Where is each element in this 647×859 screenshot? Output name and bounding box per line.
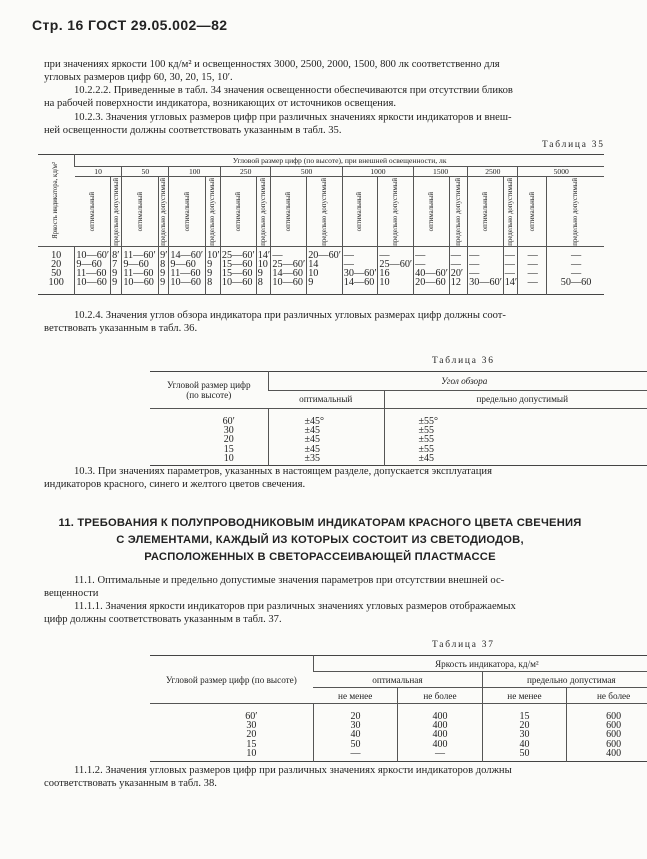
lux-250: 250 xyxy=(220,167,271,177)
paragraph-7-line-1: 11.1.1. Значения яркости индикаторов при различных значениях угловых размеров отображаемых xyxy=(74,601,516,612)
paragraph-4-line-2: ветствовать указанным в табл. 36. xyxy=(44,323,198,334)
lux-1500: 1500 xyxy=(414,167,468,177)
table-36-col1-header: Угловой размер цифр (по высоте) xyxy=(150,372,268,409)
subheader-optimal: оптимальный xyxy=(285,191,293,232)
cell-100-opt: 14—60′ 9—60 11—60 10—60 xyxy=(170,250,204,288)
table-36-group-header: Угол обзора xyxy=(268,372,647,391)
paragraph-5-line-1: 10.3. При значениях параметров, указанных в настоящем разделе, допускается эксплуатация xyxy=(74,466,492,477)
cell-10-lim: 8′ 7 9 9 xyxy=(112,250,120,288)
subheader-optimal: оптимальный xyxy=(481,191,489,232)
paragraph-8-line-1: 11.1.2. Значения угловых размеров цифр при различных значениях яркости индикаторов должны xyxy=(74,765,512,776)
subheader-limit: предельно допустимый xyxy=(320,177,328,246)
table-37-optimal-header: оптимальная xyxy=(313,672,482,688)
table-36-caption: Таблица 36 xyxy=(432,356,495,366)
lux-10: 10 xyxy=(75,167,122,177)
cell-1500-opt: — — 40—60′ 20—60 xyxy=(415,250,448,288)
lux-100: 100 xyxy=(169,167,221,177)
cell-5000-opt: — — — — xyxy=(527,250,538,288)
lux-1000: 1000 xyxy=(342,167,413,177)
lux-5000: 5000 xyxy=(518,167,604,177)
table-35-group-header: Угловой размер цифр (по высоте), при внешней освещенности, лк xyxy=(75,155,604,167)
paragraph-1-line-1: при значениях яркости 100 кд/м² и освещенностях 3000, 2500, 2000, 1500, 800 лк соответственно для xyxy=(44,59,500,70)
paragraph-6-line-1: 11.1. Оптимальные и предельно допустимые значения параметров при отсутствии внешней ос- xyxy=(74,575,505,586)
cell-100-lim: 10′ 9 9 8 xyxy=(207,250,220,288)
cell-50-opt: 11—60′ 9—60 11—60 10—60 xyxy=(123,250,156,288)
paragraph-1-line-2: угловых размеров цифр 60, 30, 20, 15, 10′. xyxy=(44,72,233,83)
lux-500: 500 xyxy=(271,167,342,177)
table-37-limit-header: предельно допустимая xyxy=(482,672,647,688)
table-36 xyxy=(150,371,647,466)
table-36-limit-values: ±55° ±55 ±55 ±55 ±45 xyxy=(418,416,438,464)
paragraph-6-line-2: вещенности xyxy=(44,588,99,599)
subheader-limit: предельно допустимый xyxy=(209,177,217,246)
subheader-optimal: оптимальный xyxy=(356,191,364,232)
cell-10-opt: 10—60′ 9—60 11—60 10—60 xyxy=(76,250,110,288)
paragraph-4-line-1: 10.2.4. Значения углов обзора индикатора при различных угловых размерах цифр должны соот- xyxy=(74,310,506,321)
table-36-limit-header: предельно допустимый xyxy=(384,390,647,409)
paragraph-2-line-1: 10.2.2.2. Приведенные в табл. 34 значения освещенности обеспечиваются при отсутствии бликов xyxy=(74,85,513,96)
table-37-col1-header: Угловой размер цифр (по высоте) xyxy=(150,656,313,704)
subheader-optimal: оптимальный xyxy=(528,191,536,232)
table-37 xyxy=(150,655,647,762)
cell-1000-lim: — 25—60′ 16 10 xyxy=(379,250,413,288)
table-37-sizes: 60′ 30 20 15 10 xyxy=(245,711,258,759)
section-11-title-line-1: 11. ТРЕБОВАНИЯ К ПОЛУПРОВОДНИКОВЫМ ИНДИКАТОРАМ КРАСНОГО ЦВЕТА СВЕЧЕНИЯ xyxy=(58,517,582,529)
subheader-limit: предельно допустимый xyxy=(160,177,168,246)
cell-1500-lim: — — 20′ 12 xyxy=(450,250,464,288)
subheader-limit: предельно допустимый xyxy=(392,177,400,246)
cell-250-lim: 14′ 10 9 8 xyxy=(257,250,271,288)
paragraph-2-line-2: на рабочей поверхности индикатора, возникающих от источников освещения. xyxy=(44,98,397,109)
paragraph-7-line-2: цифр должны соответствовать указанным в табл. 37. xyxy=(44,614,282,625)
subheader-limit: предельно допустимый xyxy=(506,177,514,246)
cell-500-lim: 20—60′ 14 10 9 xyxy=(308,250,341,288)
subheader-limit: предельно допустимый xyxy=(571,177,579,246)
lux-2500: 2500 xyxy=(468,167,518,177)
brightness-values: 10 20 50 100 xyxy=(48,250,64,288)
table-37-lim-max: 600 600 600 600 400 xyxy=(606,711,622,759)
lux-50: 50 xyxy=(122,167,169,177)
table-36-optimal-values: ±45° ±45 ±45 ±45 ±35 xyxy=(304,416,324,464)
cell-1000-opt: — — 30—60′ 14—60 xyxy=(343,250,377,288)
table-36-optimal-header: оптимальный xyxy=(268,390,384,409)
table-37-opt-min-header: не менее xyxy=(313,688,398,704)
table-37-lim-min-header: не менее xyxy=(482,688,567,704)
table-37-caption: Таблица 37 xyxy=(432,640,495,650)
table-37-group-header: Яркость индикатора, кд/м² xyxy=(313,656,647,672)
subheader-optimal: оптимальный xyxy=(183,191,191,232)
subheader-optimal: оптимальный xyxy=(234,191,242,232)
subheader-limit: предельно допустимый xyxy=(259,177,267,246)
paragraph-5-line-2: индикаторов красного, синего и желтого цветов свечения. xyxy=(44,479,306,490)
subheader-optimal: оптимальный xyxy=(427,191,435,232)
subheader-optimal: оптимальный xyxy=(136,191,144,232)
table-37-opt-max: 400 400 400 400 — xyxy=(432,711,448,759)
paragraph-8-line-2: соответствовать указанным в табл. 38. xyxy=(44,778,217,789)
table-35-rowhead: Яркость индикатора, кд/м² xyxy=(52,162,60,239)
cell-250-opt: 25—60′ 15—60 15—60 10—60 xyxy=(221,250,255,288)
section-11-title-line-3: РАСПОЛОЖЕННЫХ В СВЕТОРАССЕИВАЮЩЕЙ ПЛАСТМАССЕ xyxy=(144,551,496,563)
table-37-opt-min: 20 30 40 50 — xyxy=(350,711,361,759)
cell-50-lim: 9′ 8 9 9 xyxy=(160,250,168,288)
subheader-optimal: оптимальный xyxy=(88,191,96,232)
table-36-sizes: 60′ 30 20 15 10 xyxy=(222,416,235,464)
cell-2500-lim: — — — 14′ xyxy=(504,250,518,288)
table-35-caption: Таблица 35 xyxy=(542,140,605,150)
table-37-lim-min: 15 20 30 40 50 xyxy=(519,711,530,759)
table-37-lim-max-header: не более xyxy=(567,688,647,704)
paragraph-3-line-2: ней освещенности должны соответствовать указанным в табл. 35. xyxy=(44,125,342,136)
cell-500-opt: — 25—60′ 14—60 10—60 xyxy=(272,250,306,288)
cell-5000-lim: — — — 50—60 xyxy=(560,250,592,288)
section-11-title-line-2: С ЭЛЕМЕНТАМИ, КАЖДЫЙ ИЗ КОТОРЫХ СОСТОИТ ИЗ СВЕТОДИОДОВ, xyxy=(116,534,524,546)
subheader-limit: предельно допустимый xyxy=(112,177,120,246)
subheader-limit: предельно допустимый xyxy=(454,177,462,246)
paragraph-3-line-1: 10.2.3. Значения угловых размеров цифр при различных значениях яркости индикаторов и внеш- xyxy=(74,112,512,123)
page-header: Стр. 16 ГОСТ 29.05.002—82 xyxy=(32,17,228,33)
table-35 xyxy=(38,154,604,295)
table-37-opt-max-header: не более xyxy=(398,688,483,704)
cell-2500-opt: — — — 30—60′ xyxy=(469,250,502,288)
